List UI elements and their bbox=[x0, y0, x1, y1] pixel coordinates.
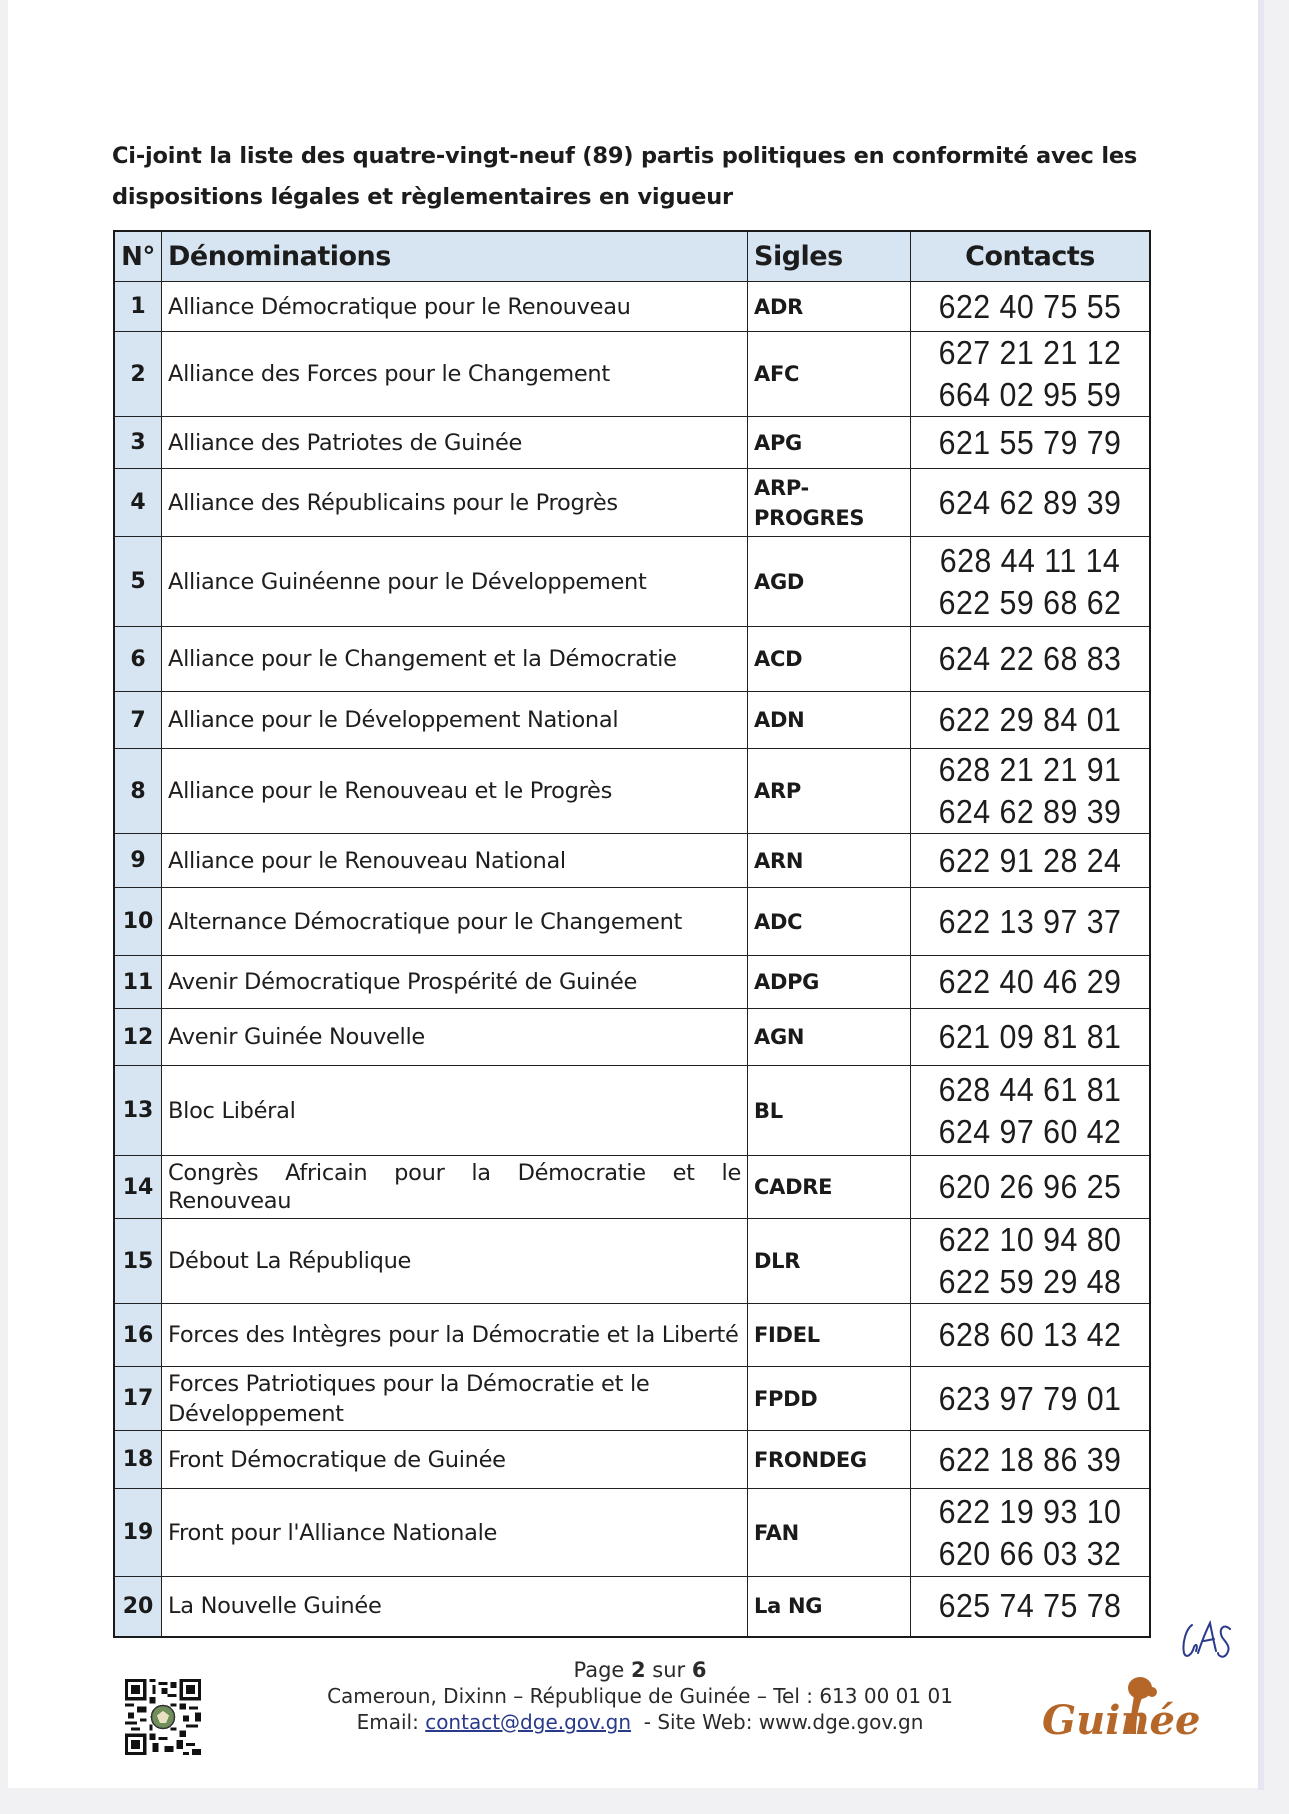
phone-number: 622 13 97 37 bbox=[938, 902, 1122, 940]
party-sigle: ACD bbox=[748, 627, 911, 692]
qr-code bbox=[125, 1677, 201, 1757]
phone-number: 628 60 13 42 bbox=[938, 1316, 1122, 1353]
party-contacts bbox=[911, 1219, 1151, 1304]
party-name: Avenir Guinée Nouvelle bbox=[162, 1009, 748, 1066]
party-name: Congrès Africain pour la Démocratie et le Renouveau bbox=[162, 1156, 748, 1219]
row-number: 8 bbox=[114, 749, 162, 834]
party-sigle: APG bbox=[748, 417, 911, 469]
phone-number: 620 66 03 32 bbox=[938, 1534, 1122, 1572]
row-number: 13 bbox=[114, 1066, 162, 1156]
party-name: La Nouvelle Guinée bbox=[162, 1577, 748, 1637]
header-number: N° bbox=[114, 231, 162, 282]
row-number: 6 bbox=[114, 627, 162, 692]
party-sigle: ADN bbox=[748, 692, 911, 749]
row-number: 9 bbox=[114, 834, 162, 888]
party-sigle: FPDD bbox=[748, 1367, 911, 1431]
table-row bbox=[114, 749, 1150, 834]
row-number: 15 bbox=[114, 1219, 162, 1304]
website-label: - Site Web: www.dge.gov.gn bbox=[631, 1710, 924, 1734]
party-contacts bbox=[911, 1367, 1151, 1431]
party-name: Alliance des Patriotes de Guinée bbox=[162, 417, 748, 469]
party-contacts bbox=[911, 956, 1151, 1009]
guinee-logo bbox=[1040, 1668, 1210, 1748]
party-sigle: AGD bbox=[748, 537, 911, 627]
row-number: 10 bbox=[114, 888, 162, 956]
party-contacts bbox=[911, 1577, 1151, 1637]
phone-number: 622 19 93 10 bbox=[938, 1492, 1122, 1530]
party-sigle: CADRE bbox=[748, 1156, 911, 1219]
parties-table bbox=[113, 230, 1151, 1638]
header-name: Dénominations bbox=[162, 231, 748, 282]
row-number: 12 bbox=[114, 1009, 162, 1066]
table-row bbox=[114, 1577, 1150, 1637]
party-contacts bbox=[911, 888, 1151, 956]
party-name: Alternance Démocratique pour le Changement bbox=[162, 888, 748, 956]
party-contacts bbox=[911, 692, 1151, 749]
table-row bbox=[114, 469, 1150, 537]
footer-contact-line bbox=[260, 1709, 1020, 1735]
signature-initials bbox=[1178, 1615, 1238, 1665]
party-sigle: ARN bbox=[748, 834, 911, 888]
party-contacts bbox=[911, 834, 1151, 888]
party-contacts bbox=[911, 1066, 1151, 1156]
phone-number: 664 02 95 59 bbox=[938, 376, 1122, 413]
phone-number: 622 59 29 48 bbox=[938, 1263, 1122, 1300]
table-row bbox=[114, 834, 1150, 888]
party-name: Bloc Libéral bbox=[162, 1066, 748, 1156]
phone-number: 622 29 84 01 bbox=[938, 701, 1122, 738]
party-sigle: AFC bbox=[748, 332, 911, 417]
party-contacts bbox=[911, 1489, 1151, 1577]
table-row bbox=[114, 1066, 1150, 1156]
party-sigle: DLR bbox=[748, 1219, 911, 1304]
table-row bbox=[114, 1156, 1150, 1219]
table-row bbox=[114, 627, 1150, 692]
party-sigle: FIDEL bbox=[748, 1304, 911, 1367]
intro-paragraph bbox=[112, 136, 1152, 218]
footer-address: Cameroun, Dixinn – République de Guinée – Tel : 613 00 01 01 bbox=[327, 1684, 953, 1708]
page-prefix: Page bbox=[573, 1658, 631, 1682]
phone-number: 624 97 60 42 bbox=[938, 1112, 1122, 1150]
phone-number: 621 09 81 81 bbox=[938, 1018, 1122, 1055]
party-contacts bbox=[911, 749, 1151, 834]
table-row bbox=[114, 282, 1150, 332]
party-name: Alliance des Forces pour le Changement bbox=[162, 332, 748, 417]
party-name: Alliance pour le Changement et la Démocratie bbox=[162, 627, 748, 692]
header-contacts: Contacts bbox=[911, 231, 1151, 282]
phone-number: 622 91 28 24 bbox=[938, 841, 1122, 879]
phone-number: 627 21 21 12 bbox=[938, 334, 1122, 371]
row-number: 11 bbox=[114, 956, 162, 1009]
party-sigle: ADC bbox=[748, 888, 911, 956]
phone-number: 622 10 94 80 bbox=[938, 1221, 1122, 1258]
table-row bbox=[114, 1009, 1150, 1066]
party-contacts bbox=[911, 627, 1151, 692]
party-name: Alliance pour le Développement National bbox=[162, 692, 748, 749]
party-contacts bbox=[911, 1156, 1151, 1219]
page-current: 2 bbox=[631, 1658, 646, 1682]
phone-number: 620 26 96 25 bbox=[938, 1168, 1122, 1205]
party-sigle: ADR bbox=[748, 282, 911, 332]
phone-number: 628 44 61 81 bbox=[938, 1070, 1122, 1108]
table-row bbox=[114, 537, 1150, 627]
party-name: Alliance Démocratique pour le Renouveau bbox=[162, 282, 748, 332]
party-contacts bbox=[911, 1431, 1151, 1489]
row-number: 3 bbox=[114, 417, 162, 469]
party-name: Alliance pour le Renouveau National bbox=[162, 834, 748, 888]
phone-number: 621 55 79 79 bbox=[938, 423, 1122, 461]
row-number: 19 bbox=[114, 1489, 162, 1577]
party-sigle: AGN bbox=[748, 1009, 911, 1066]
table-row bbox=[114, 332, 1150, 417]
phone-number: 624 62 89 39 bbox=[938, 793, 1122, 830]
party-contacts bbox=[911, 282, 1151, 332]
row-number: 14 bbox=[114, 1156, 162, 1219]
sigle-line-1: ARP- bbox=[754, 475, 809, 500]
row-number: 1 bbox=[114, 282, 162, 332]
party-name: Alliance des Républicains pour le Progrès bbox=[162, 469, 748, 537]
party-contacts bbox=[911, 537, 1151, 627]
phone-number: 623 97 79 01 bbox=[938, 1379, 1122, 1417]
page-separator: sur bbox=[645, 1658, 692, 1682]
row-number: 2 bbox=[114, 332, 162, 417]
table-row bbox=[114, 1304, 1150, 1367]
row-number: 5 bbox=[114, 537, 162, 627]
table-header-row bbox=[114, 231, 1150, 282]
phone-number: 628 44 11 14 bbox=[939, 541, 1121, 579]
page-total: 6 bbox=[691, 1658, 707, 1682]
party-contacts bbox=[911, 417, 1151, 469]
party-sigle: FAN bbox=[748, 1489, 911, 1577]
table-row bbox=[114, 1431, 1150, 1489]
header-sigle: Sigles bbox=[748, 231, 911, 282]
party-contacts bbox=[911, 469, 1151, 537]
table-row bbox=[114, 1367, 1150, 1431]
party-sigle: FRONDEG bbox=[748, 1431, 911, 1489]
row-number: 4 bbox=[114, 469, 162, 537]
page-footer bbox=[260, 1657, 1020, 1735]
phone-number: 624 62 89 39 bbox=[938, 483, 1122, 521]
email-link[interactable]: contact@dge.gov.gn bbox=[425, 1710, 632, 1734]
party-name: Forces des Intègres pour la Démocratie et la Liberté bbox=[162, 1304, 748, 1367]
party-contacts bbox=[911, 1304, 1151, 1367]
party-name: Alliance Guinéenne pour le Développement bbox=[162, 537, 748, 627]
sigle-line-2: PROGRES bbox=[754, 505, 865, 530]
row-number: 7 bbox=[114, 692, 162, 749]
row-number: 18 bbox=[114, 1431, 162, 1489]
party-sigle: La NG bbox=[748, 1577, 911, 1637]
page-indicator bbox=[260, 1657, 1020, 1683]
party-sigle: ADPG bbox=[748, 956, 911, 1009]
email-label: Email: bbox=[356, 1710, 426, 1734]
party-name: Forces Patriotiques pour la Démocratie et le Développement bbox=[162, 1367, 748, 1431]
row-number: 17 bbox=[114, 1367, 162, 1431]
row-number: 16 bbox=[114, 1304, 162, 1367]
page-edge bbox=[1258, 0, 1264, 1790]
table-row bbox=[114, 956, 1150, 1009]
party-sigle: ARP bbox=[748, 749, 911, 834]
intro-line-2: dispositions légales et règlementaires en vigueur bbox=[112, 184, 733, 210]
party-sigle: BL bbox=[748, 1066, 911, 1156]
party-contacts bbox=[911, 332, 1151, 417]
party-name: Front Démocratique de Guinée bbox=[162, 1431, 748, 1489]
table-row bbox=[114, 1489, 1150, 1577]
logo-text: Guinée bbox=[1042, 1697, 1201, 1744]
phone-number: 622 59 68 62 bbox=[938, 583, 1122, 621]
phone-number: 624 22 68 83 bbox=[938, 640, 1122, 677]
party-name: Débout La République bbox=[162, 1219, 748, 1304]
phone-number: 628 21 21 91 bbox=[938, 751, 1122, 788]
phone-number: 622 18 86 39 bbox=[938, 1440, 1122, 1478]
party-contacts bbox=[911, 1009, 1151, 1066]
party-name: Front pour l'Alliance Nationale bbox=[162, 1489, 748, 1577]
party-name: Alliance pour le Renouveau et le Progrès bbox=[162, 749, 748, 834]
party-sigle bbox=[748, 469, 911, 537]
table-row bbox=[114, 1219, 1150, 1304]
party-name: Avenir Démocratique Prospérité de Guinée bbox=[162, 956, 748, 1009]
phone-number: 622 40 75 55 bbox=[938, 287, 1122, 325]
table-row bbox=[114, 417, 1150, 469]
phone-number: 625 74 75 78 bbox=[938, 1587, 1122, 1625]
table-row bbox=[114, 888, 1150, 956]
row-number: 20 bbox=[114, 1577, 162, 1637]
table-row bbox=[114, 692, 1150, 749]
phone-number: 622 40 46 29 bbox=[938, 963, 1122, 1000]
intro-line-1: Ci-joint la liste des quatre-vingt-neuf (89) partis politiques en conformité avec les bbox=[112, 143, 1138, 169]
